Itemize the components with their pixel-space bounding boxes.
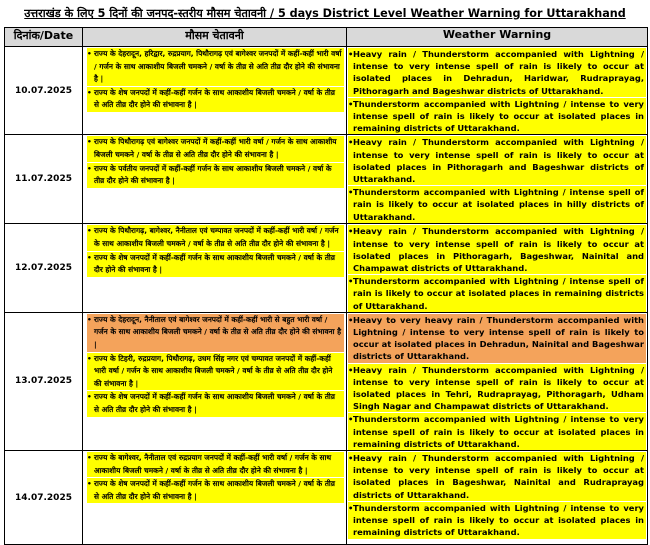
english-warning-cell: [347, 135, 648, 224]
english-warning-cell: [347, 47, 648, 135]
english-warning-item: • Heavy rain / Thunderstorm accompanied with Lightning / intense to very intense spell of rain is likely to occur at isolated places in Pithoragarh and Bageshwar districts of Uttarakhand.: [348, 136, 646, 185]
hindi-warning-cell: [83, 135, 347, 224]
english-warning-cell: [347, 312, 648, 450]
english-warning-item: • Heavy rain / Thunderstorm accompanied with Lightning / intense to very intense spell of rain is likely to occur at isolated places in Dehradun, Haridwar, Rudraprayag, Pithoragarh and Bageshwar districts of Uttarakhand.: [348, 48, 646, 97]
hindi-warning-item: • राज्य के पर्वतीय जनपदों में कहीं-कहीं गर्जन के साथ आकाशीय बिजली चमकने / वर्षा के तीव्र दौर होने की संभावना है |: [87, 163, 344, 188]
hindi-warning-cell: [83, 47, 347, 135]
hindi-warning-item: • राज्य के बागेश्वर, नैनीताल एवं रुद्रप्रयाग जनपदों में कहीं-कहीं भारी वर्षा / गर्जन के साथ आकाशीय बिजली चमकने / वर्षा के तीव्र से अति तीव्र दौर होने की संभावना है |: [87, 452, 344, 477]
hindi-warning-cell: [83, 451, 347, 545]
row-date: 11.07.2025: [5, 135, 83, 224]
hindi-warning-item: • राज्य के शेष जनपदों में कहीं-कहीं गर्जन के साथ आकाशीय बिजली चमकने / वर्षा के तीव्र से अति तीव्र दौर होने की संभावना है |: [87, 391, 344, 416]
date-column-header: दिनांक/Date: [5, 28, 83, 47]
table-row: [5, 47, 648, 135]
english-warning-item: • Heavy rain / Thunderstorm accompanied with Lightning / intense to very intense spell of rain is likely to occur at isolated places in Pithoragarh, Bageshwar, Nainital and Champawat districts of Uttarakhand.: [348, 225, 646, 274]
table-body: [5, 47, 648, 545]
table-row: [5, 451, 648, 545]
english-warning-column-header: Weather Warning: [347, 28, 648, 47]
english-warning-cell: [347, 224, 648, 312]
english-warning-item: • Thunderstorm accompanied with Lightning / intense to very intense spell of rain is likely to occur at isolated places in remaining districts of Uttarakhand.: [348, 502, 646, 539]
hindi-warning-item: • राज्य के शेष जनपदों में कहीं-कहीं गर्जन के साथ आकाशीय बिजली चमकने / वर्षा के तीव्र से अति तीव्र दौर होने की संभावना है |: [87, 478, 344, 503]
hindi-warning-column-header: मौसम चेतावनी: [83, 28, 347, 47]
hindi-warning-cell: [83, 224, 347, 312]
english-warning-item: • Heavy rain / Thunderstorm accompanied with Lightning / intense to very intense spell of rain is likely to occur at isolated places in Tehri, Rudraprayag, Pithoragarh, Udham Singh Nagar and Champawat districts of Uttarakhand.: [348, 364, 646, 413]
page-title: उत्तराखंड के लिए 5 दिनों की जनपद-स्तरीय मौसम चेतावनी / 5 days District Level Weather Warning for Uttarakhand: [24, 7, 626, 20]
english-warning-item: • Thunderstorm accompanied with Lightning / intense spell of rain is likely to occur at isolated places in hilly districts of Uttarakhand.: [348, 186, 646, 223]
hindi-warning-item: • राज्य के शेष जनपदों में कहीं-कहीं गर्जन के साथ आकाशीय बिजली चमकने / वर्षा के तीव्र से अति तीव्र दौर होने की संभावना है |: [87, 87, 344, 112]
hindi-warning-item: • राज्य के पिथौरागढ़ एवं बागेश्वर जनपदों में कहीं-कहीं भारी वर्षा / गर्जन के साथ आकाशीय बिजली चमकने / वर्षा के तीव्र से अति तीव्र दौर होने की संभावना है |: [87, 136, 344, 161]
table-row: [5, 135, 648, 224]
hindi-warning-item: • राज्य के देहरादून, नैनीताल एवं बागेश्वर जनपदों में कहीं-कहीं भारी से बहुत भारी वर्षा / गर्जन के साथ आकाशीय बिजली चमकने / वर्षा के तीव्र से अति तीव्र दौर होने की संभावना है |: [87, 314, 344, 352]
english-warning-item: • Thunderstorm accompanied with Lightning / intense to very intense spell of rain is likely to occur at isolated places in remaining districts of Uttarakhand.: [348, 413, 646, 450]
row-date: 14.07.2025: [5, 451, 83, 545]
table-header-row: [5, 28, 648, 47]
english-warning-item: • Thunderstorm accompanied with Lightning / intense spell of rain is likely to occur at isolated places in remaining districts of Uttarakhand.: [348, 275, 646, 312]
english-warning-item: • Heavy rain / Thunderstorm accompanied with Lightning / intense to very intense spell of rain is likely to occur at isolated places in Bageshwar, Nainital and Rudraprayag districts of Uttarakhand.: [348, 452, 646, 501]
hindi-warning-item: • राज्य के पिथौरागढ़, बागेश्वर, नैनीताल एवं चम्पावत जनपदों में कहीं-कहीं भारी वर्षा / गर्जन के साथ आकाशीय बिजली चमकने / वर्षा के तीव्र से अति तीव्र दौर होने की संभावना है |: [87, 225, 344, 250]
english-warning-item: • Thunderstorm accompanied with Lightning / intense to very intense spell of rain is likely to occur at isolated places in remaining districts of Uttarakhand.: [348, 98, 646, 135]
table-row: [5, 312, 648, 450]
warning-table: [4, 27, 648, 545]
table-row: [5, 224, 648, 312]
hindi-warning-item: • राज्य के टिहरी, रुद्रप्रयाग, पिथौरागढ़, उधम सिंह नगर एवं चम्पावत जनपदों में कहीं-कहीं भारी वर्षा / गर्जन के साथ आकाशीय बिजली चमकने / वर्षा के तीव्र से अति तीव्र दौर होने की संभावना है |: [87, 353, 344, 391]
english-warning-item: • Heavy to very heavy rain / Thunderstorm accompanied with Lightning / intense to very intense spell of rain is likely to occur at isolated places in Dehradun, Nainital and Bageshwar districts of Uttarakhand.: [348, 314, 646, 363]
hindi-warning-item: • राज्य के देहरादून, हरिद्वार, रुद्रप्रयाग, पिथौरागढ़ एवं बागेश्वर जनपदों में कहीं-कहीं भारी वर्षा / गर्जन के साथ आकाशीय बिजली चमकने / वर्षा के तीव्र से अति तीव्र दौर होने की संभावना है |: [87, 48, 344, 86]
row-date: 12.07.2025: [5, 224, 83, 312]
warning-table-wrapper: [4, 27, 647, 545]
english-warning-cell: [347, 451, 648, 545]
hindi-warning-item: • राज्य के शेष जनपदों में कहीं-कहीं गर्जन के साथ आकाशीय बिजली चमकने / वर्षा के तीव्र दौर होने की संभावना है |: [87, 252, 344, 277]
hindi-warning-cell: [83, 312, 347, 450]
row-date: 13.07.2025: [5, 312, 83, 450]
row-date: 10.07.2025: [5, 47, 83, 135]
